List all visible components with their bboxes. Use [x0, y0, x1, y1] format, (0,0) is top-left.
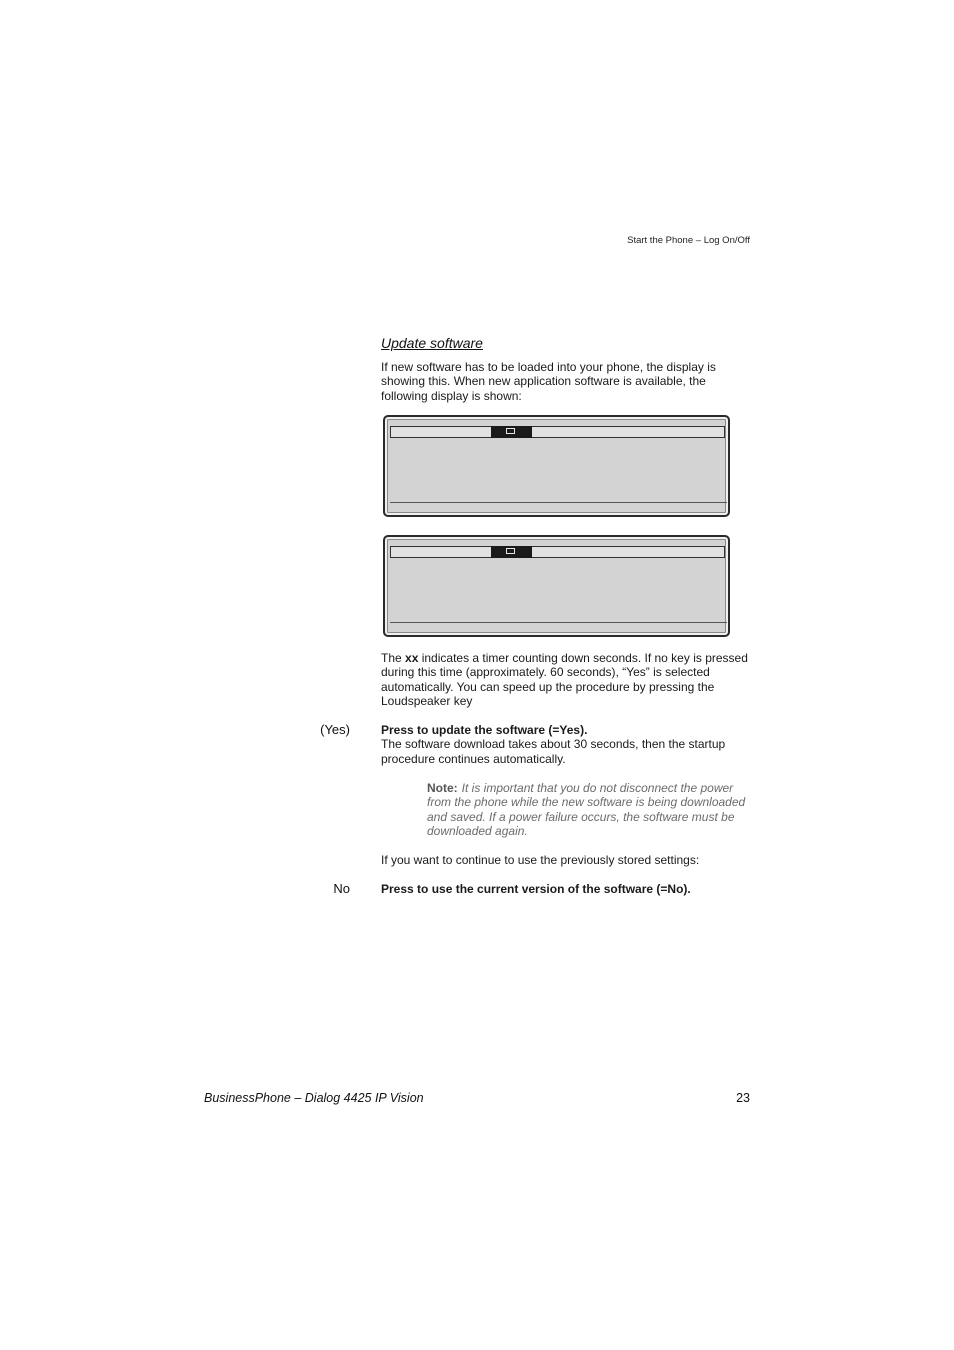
status-indicator — [491, 426, 532, 438]
timer-placeholder: xx — [405, 651, 419, 665]
page-number: 23 — [736, 1091, 750, 1105]
section-title: Update software — [381, 335, 483, 351]
note-text: It is important that you do not disconnect the power from the phone while the new software is being downloaded and saved. If a power failure occurs, the software must be downloaded again. — [427, 781, 746, 838]
yes-description: The software download takes about 30 seconds, then the startup procedure continues automatically. — [381, 737, 726, 766]
no-key-label: No — [333, 881, 350, 896]
display-divider — [390, 622, 727, 623]
yes-key-label: (Yes) — [320, 722, 350, 737]
status-indicator — [491, 546, 532, 558]
continue-paragraph: If you want to continue to use the previously stored settings: — [381, 853, 700, 867]
yes-instruction-block — [381, 723, 753, 766]
running-header: Start the Phone – Log On/Off — [627, 235, 750, 246]
yes-instruction: Press to update the software (=Yes). — [381, 723, 588, 737]
intro-paragraph: If new software has to be loaded into your phone, the display is showing this. When new application software is available, the following display is shown: — [381, 360, 716, 403]
display-status-bar — [390, 426, 725, 438]
timer-text-after: indicates a timer counting down seconds. If no key is pressed during this time (approximately. 60 seconds), “Yes” is selected automatically. You can speed up the procedure by pressing the Loudspeaker key — [381, 651, 748, 708]
no-instruction: Press to use the current version of the software (=No). — [381, 882, 691, 896]
timer-paragraph — [381, 651, 753, 708]
phone-display-2 — [383, 535, 730, 637]
display-screen-icon — [506, 548, 515, 554]
footer-title: BusinessPhone – Dialog 4425 IP Vision — [204, 1091, 424, 1105]
phone-display-1 — [383, 415, 730, 517]
timer-text-before: The — [381, 651, 406, 665]
display-divider — [390, 502, 727, 503]
display-screen-icon — [506, 428, 515, 434]
display-status-bar — [390, 546, 725, 558]
note-label: Note: — [427, 781, 458, 795]
note-box — [427, 781, 753, 838]
